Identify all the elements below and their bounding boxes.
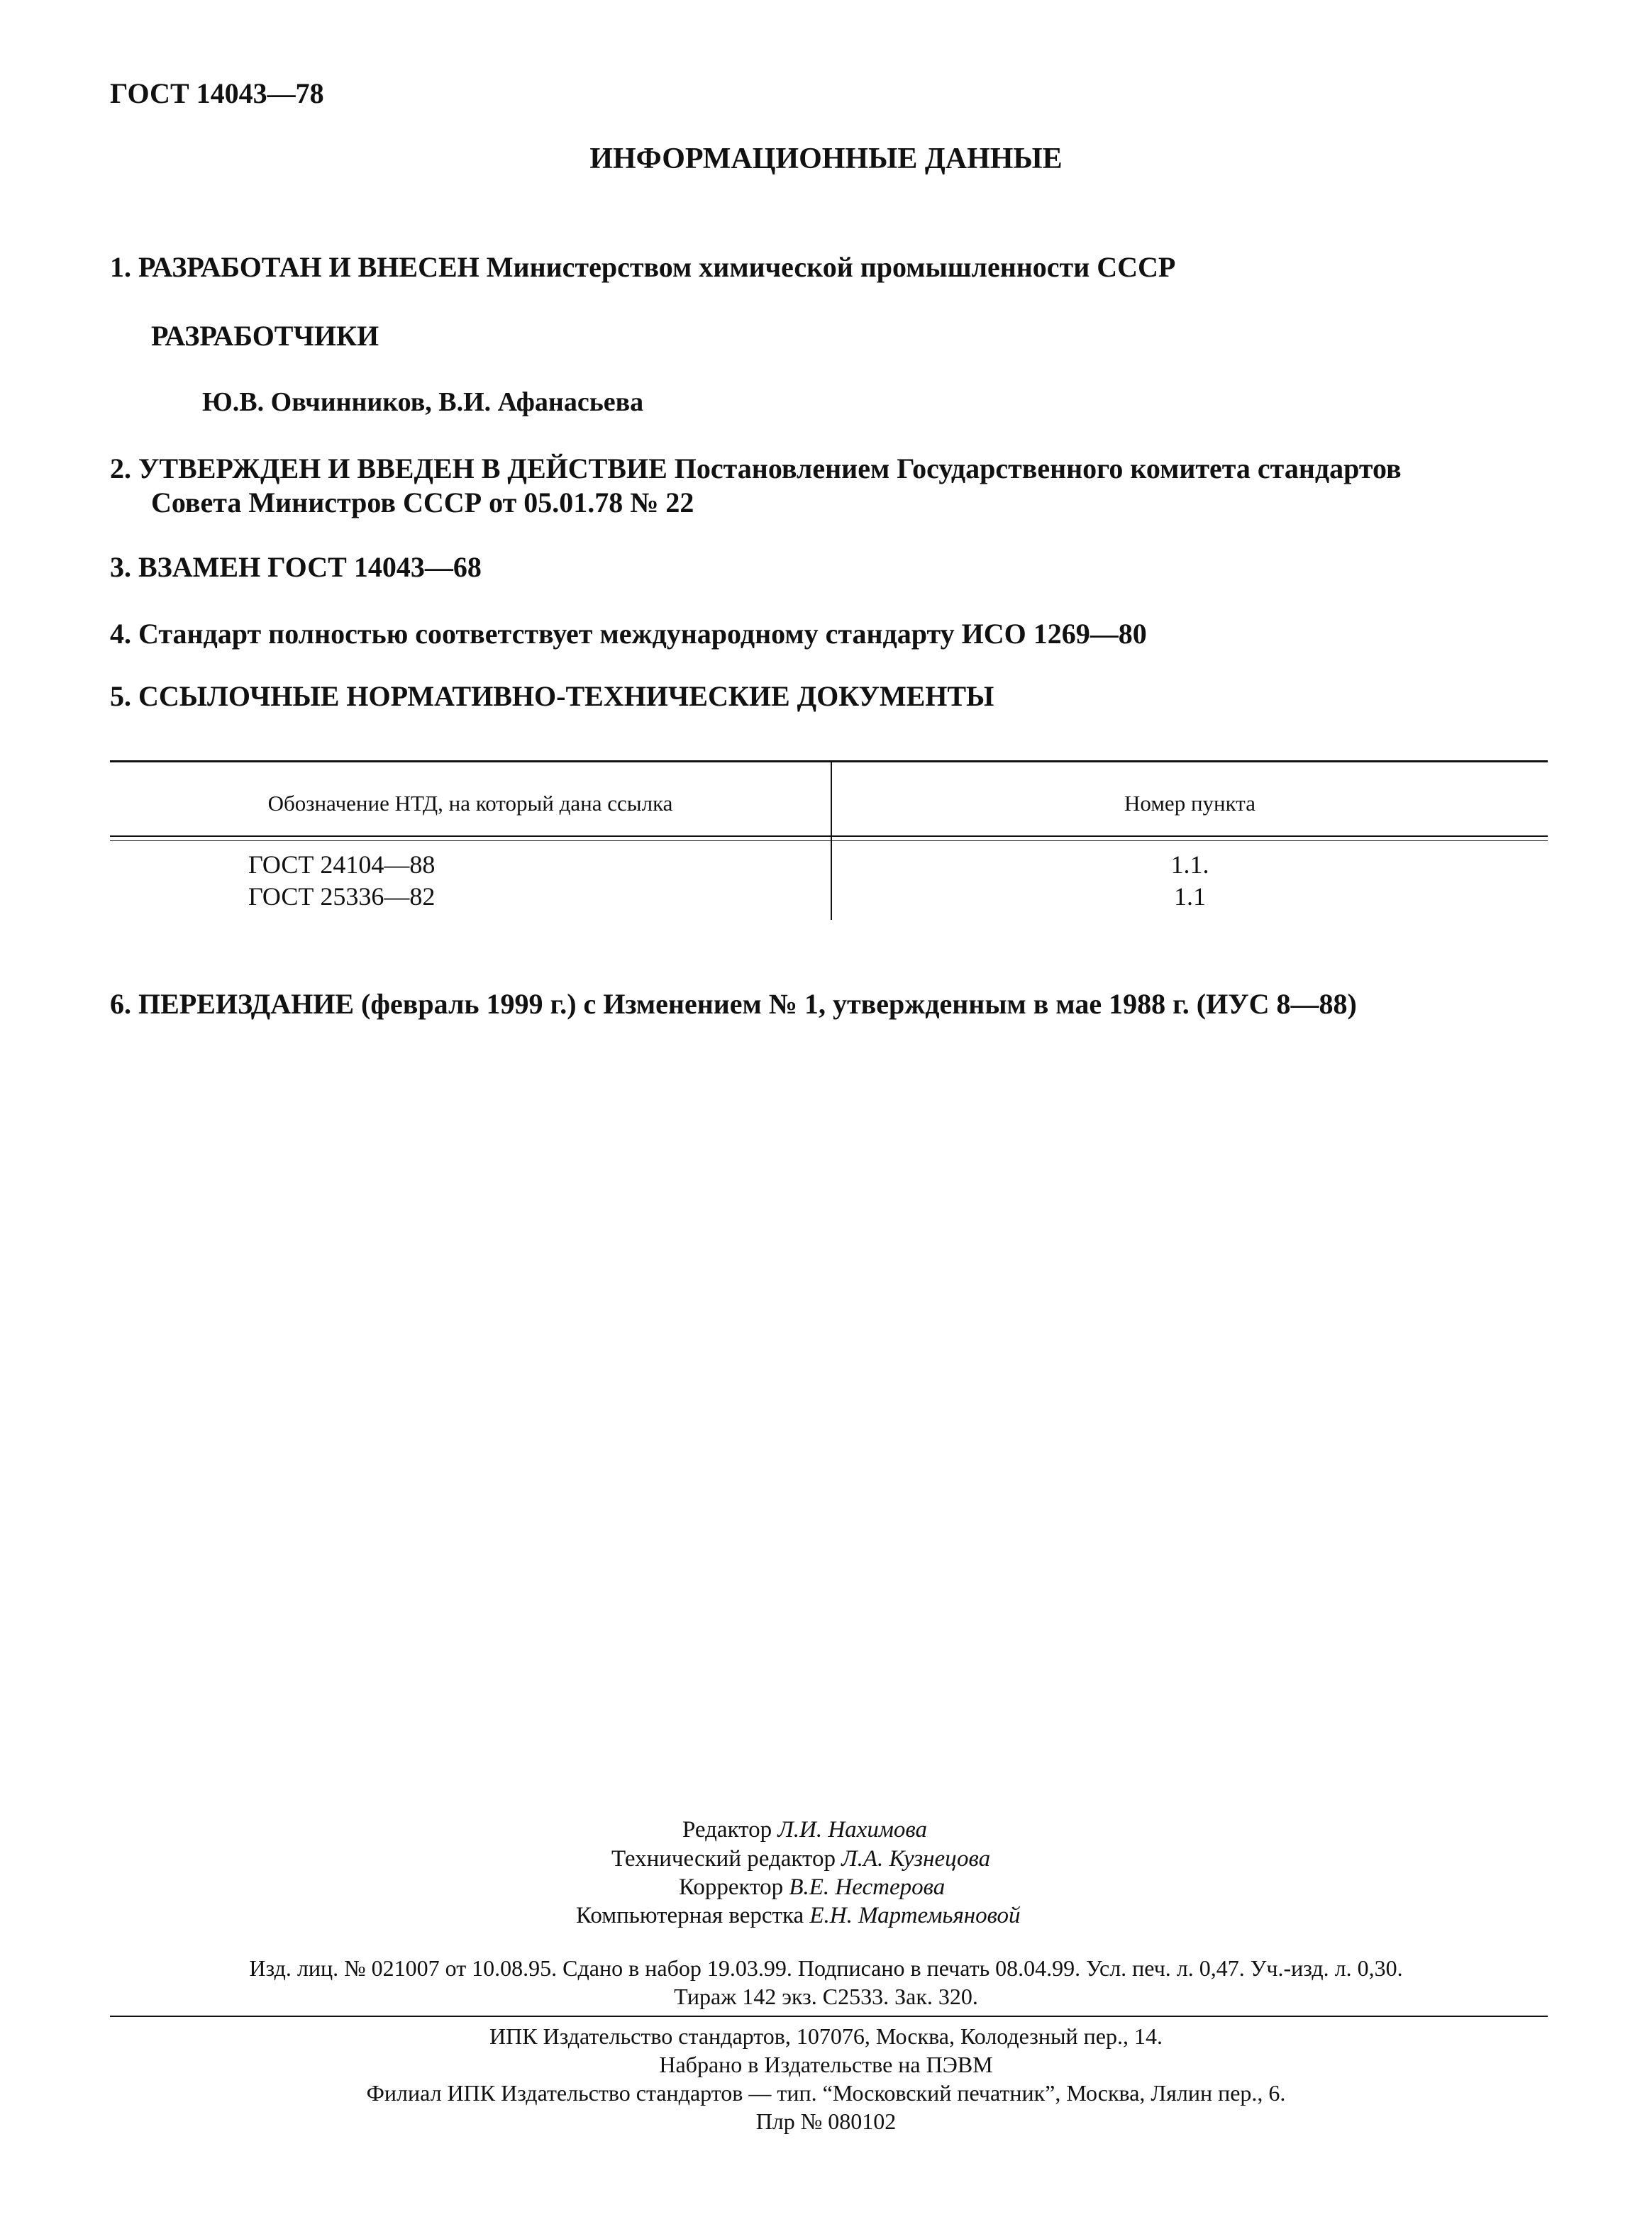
item-6-text: ПЕРЕИЗДАНИЕ (февраль 1999 г.) с Изменением № 1, утвержденным в мае 1988 г. (ИУС 8—88) [138, 988, 1357, 1020]
table-header-clause: Номер пункта [1124, 791, 1255, 816]
item-1-text: Министерством химической промышленности СССР [486, 251, 1176, 283]
page-title: ИНФОРМАЦИОННЫЕ ДАННЫЕ [589, 143, 1063, 175]
item-5-number: 5. [110, 680, 131, 712]
table-cell: ГОСТ 24104—88 [248, 850, 436, 879]
table-cell: 1.1 [1174, 882, 1206, 911]
publisher-line-4: Плр № 080102 [755, 2108, 897, 2134]
credit-corrector-label: Корректор [679, 1874, 784, 1900]
table-header-designation: Обозначение НТД, на который дана ссылка [267, 791, 673, 816]
table-cell: ГОСТ 25336—82 [248, 882, 436, 911]
imprint-line-2: Тираж 142 экз. С2533. Зак. 320. [674, 1984, 978, 2009]
credit-editor-label: Редактор [682, 1817, 772, 1843]
credit-tech-editor [611, 1846, 990, 1872]
table-header-rule-2 [110, 840, 1548, 841]
item-1-lead: РАЗРАБОТАН И ВНЕСЕН [138, 251, 479, 283]
developers-names: Ю.В. Овчинников, В.И. Афанасьева [202, 387, 644, 417]
developers-heading: РАЗРАБОТЧИКИ [151, 320, 379, 352]
publisher-line-3: Филиал ИПК Издательство стандартов — тип. “Московский печатник”, Москва, Лялин пер., 6. [366, 2080, 1286, 2106]
imprint-line-1: Изд. лиц. № 021007 от 10.08.95. Сдано в набор 19.03.99. Подписано в печать 08.04.99. Усл. печ. л. 0,47. Уч.-изд. л. 0,30. [249, 1955, 1403, 1981]
item-2-lead: УТВЕРЖДЕН И ВВЕДЕН В ДЕЙСТВИЕ [138, 452, 667, 484]
publisher-line-1: ИПК Издательство стандартов, 107076, Москва, Колодезный пер., 14. [489, 2023, 1163, 2049]
credit-tech-editor-name: Л.А. Кузнецова [841, 1846, 991, 1872]
item-4 [110, 617, 1147, 650]
item-5 [110, 679, 994, 713]
imprint-rule [110, 2016, 1548, 2017]
publisher-line-2: Набрано в Издательстве на ПЭВМ [659, 2052, 993, 2077]
item-2 [110, 452, 1402, 485]
item-1 [110, 250, 1175, 284]
item-3-text: ВЗАМЕН ГОСТ 14043—68 [138, 551, 482, 583]
item-5-text: ССЫЛОЧНЫЕ НОРМАТИВНО-ТЕХНИЧЕСКИЕ ДОКУМЕНТЫ [138, 680, 994, 712]
item-2-number: 2. [110, 452, 131, 484]
item-4-number: 4. [110, 618, 131, 650]
credit-tech-editor-label: Технический редактор [611, 1846, 836, 1872]
credit-layout-name: Е.Н. Мартемьяновой [809, 1903, 1021, 1928]
item-6 [110, 987, 1357, 1021]
credit-corrector [679, 1874, 945, 1901]
document-code: ГОСТ 14043—78 [110, 77, 324, 109]
item-3-number: 3. [110, 551, 131, 583]
credit-layout-label: Компьютерная верстка [576, 1903, 804, 1928]
item-4-text: Стандарт полностью соответствует международному стандарту ИСО 1269—80 [138, 618, 1147, 650]
credit-corrector-name: В.Е. Нестерова [789, 1874, 946, 1900]
credit-editor-name: Л.И. Нахимова [777, 1817, 927, 1843]
item-1-number: 1. [110, 251, 131, 283]
item-6-number: 6. [110, 988, 131, 1020]
table-top-rule [110, 760, 1548, 762]
item-3 [110, 550, 482, 584]
item-2-text: Постановлением Государственного комитета стандартов [674, 452, 1402, 484]
item-2-line2: Совета Министров СССР от 05.01.78 № 22 [151, 487, 694, 518]
table-cell: 1.1. [1170, 850, 1209, 879]
table-header-rule [110, 835, 1548, 837]
credit-layout [576, 1903, 1021, 1929]
credit-editor [682, 1817, 927, 1843]
